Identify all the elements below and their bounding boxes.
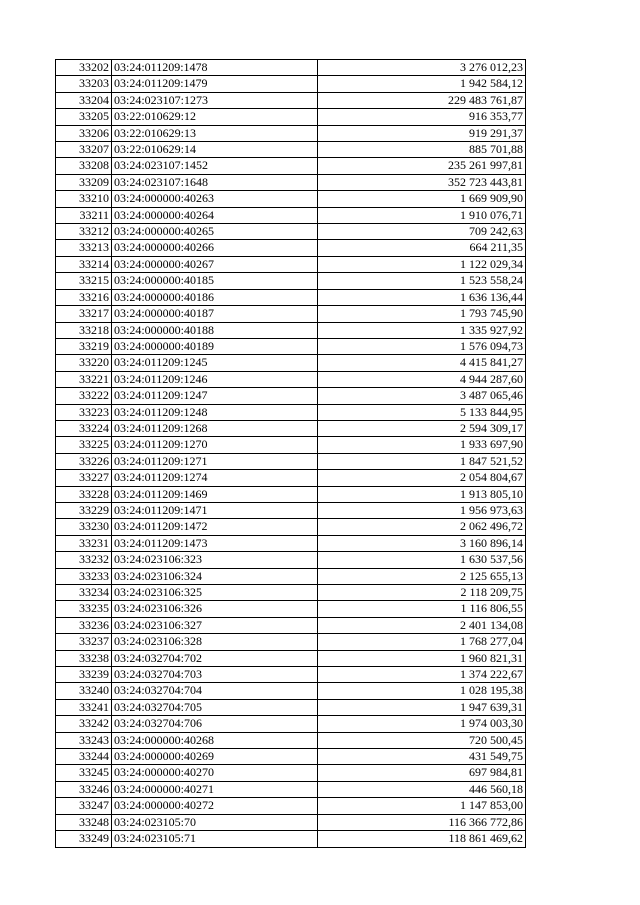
cadastral-number-cell: 03:24:000000:40269	[112, 749, 318, 765]
row-number-cell: 33224	[56, 420, 112, 436]
cadastral-value-cell: 1 374 222,67	[318, 667, 526, 683]
table-row	[56, 470, 526, 486]
cadastral-value-cell: 1 942 584,12	[318, 76, 526, 92]
cadastral-number-cell: 03:24:011209:1268	[112, 420, 318, 436]
cadastral-number-cell: 03:24:011209:1274	[112, 470, 318, 486]
table-row	[56, 699, 526, 715]
table-row	[56, 535, 526, 551]
row-number-cell: 33223	[56, 404, 112, 420]
row-number-cell: 33237	[56, 634, 112, 650]
row-number-cell: 33216	[56, 289, 112, 305]
cadastral-value-cell: 720 500,45	[318, 732, 526, 748]
cadastral-number-cell: 03:24:000000:40188	[112, 322, 318, 338]
cadastral-value-cell: 885 701,88	[318, 142, 526, 158]
cadastral-value-cell: 1 576 094,73	[318, 338, 526, 354]
row-number-cell: 33215	[56, 273, 112, 289]
row-number-cell: 33235	[56, 601, 112, 617]
row-number-cell: 33210	[56, 191, 112, 207]
row-number-cell: 33229	[56, 502, 112, 518]
row-number-cell: 33234	[56, 585, 112, 601]
cadastral-value-cell: 1 910 076,71	[318, 207, 526, 223]
cadastral-number-cell: 03:24:023105:70	[112, 814, 318, 830]
table-row	[56, 502, 526, 518]
table-row	[56, 207, 526, 223]
row-number-cell: 33240	[56, 683, 112, 699]
table-row	[56, 552, 526, 568]
table-row	[56, 142, 526, 158]
cadastral-number-cell: 03:24:011209:1247	[112, 388, 318, 404]
cadastral-value-cell: 1 956 973,63	[318, 502, 526, 518]
row-number-cell: 33214	[56, 256, 112, 272]
row-number-cell: 33219	[56, 338, 112, 354]
cadastral-value-cell: 2 401 134,08	[318, 617, 526, 633]
cadastral-number-cell: 03:24:011209:1479	[112, 76, 318, 92]
cadastral-number-cell: 03:24:011209:1245	[112, 355, 318, 371]
cadastral-number-cell: 03:24:000000:40263	[112, 191, 318, 207]
table-row	[56, 109, 526, 125]
row-number-cell: 33247	[56, 798, 112, 814]
cadastral-number-cell: 03:24:032704:706	[112, 716, 318, 732]
cadastral-number-cell: 03:24:011209:1473	[112, 535, 318, 551]
row-number-cell: 33208	[56, 158, 112, 174]
row-number-cell: 33206	[56, 125, 112, 141]
row-number-cell: 33207	[56, 142, 112, 158]
table-row	[56, 749, 526, 765]
row-number-cell: 33246	[56, 781, 112, 797]
cadastral-value-cell: 229 483 761,87	[318, 92, 526, 108]
cadastral-value-cell: 2 054 804,67	[318, 470, 526, 486]
cadastral-value-cell: 2 062 496,72	[318, 519, 526, 535]
cadastral-value-cell: 697 984,81	[318, 765, 526, 781]
cadastral-number-cell: 03:24:023107:1648	[112, 174, 318, 190]
cadastral-number-cell: 03:24:011209:1472	[112, 519, 318, 535]
table-row	[56, 716, 526, 732]
table-row	[56, 486, 526, 502]
cadastral-value-cell: 1 636 136,44	[318, 289, 526, 305]
table-row	[56, 601, 526, 617]
cadastral-value-cell: 2 594 309,17	[318, 420, 526, 436]
row-number-cell: 33245	[56, 765, 112, 781]
cadastral-value-cell: 5 133 844,95	[318, 404, 526, 420]
cadastral-number-cell: 03:24:011209:1478	[112, 60, 318, 76]
cadastral-number-cell: 03:24:000000:40187	[112, 306, 318, 322]
cadastral-number-cell: 03:24:000000:40264	[112, 207, 318, 223]
table-row	[56, 404, 526, 420]
table-row	[56, 92, 526, 108]
cadastral-value-cell: 916 353,77	[318, 109, 526, 125]
row-number-cell: 33220	[56, 355, 112, 371]
cadastral-value-cell: 1 147 853,00	[318, 798, 526, 814]
cadastral-value-cell: 1 947 639,31	[318, 699, 526, 715]
row-number-cell: 33209	[56, 174, 112, 190]
row-number-cell: 33236	[56, 617, 112, 633]
row-number-cell: 33222	[56, 388, 112, 404]
table-row	[56, 322, 526, 338]
cadastral-number-cell: 03:24:023106:324	[112, 568, 318, 584]
row-number-cell: 33242	[56, 716, 112, 732]
cadastral-number-cell: 03:24:032704:702	[112, 650, 318, 666]
row-number-cell: 33244	[56, 749, 112, 765]
cadastral-value-cell: 4 944 287,60	[318, 371, 526, 387]
table-row	[56, 125, 526, 141]
cadastral-value-cell: 1 122 029,34	[318, 256, 526, 272]
cadastral-number-cell: 03:24:000000:40186	[112, 289, 318, 305]
row-number-cell: 33204	[56, 92, 112, 108]
row-number-cell: 33217	[56, 306, 112, 322]
cadastral-number-cell: 03:24:000000:40271	[112, 781, 318, 797]
cadastral-number-cell: 03:24:000000:40265	[112, 224, 318, 240]
table-row	[56, 667, 526, 683]
cadastral-number-cell: 03:24:023107:1452	[112, 158, 318, 174]
row-number-cell: 33233	[56, 568, 112, 584]
cadastral-number-cell: 03:24:023106:326	[112, 601, 318, 617]
table-row	[56, 814, 526, 830]
row-number-cell: 33211	[56, 207, 112, 223]
row-number-cell: 33232	[56, 552, 112, 568]
row-number-cell: 33241	[56, 699, 112, 715]
cadastral-value-cell: 352 723 443,81	[318, 174, 526, 190]
cadastral-number-cell: 03:24:011209:1246	[112, 371, 318, 387]
cadastral-value-cell: 1 847 521,52	[318, 453, 526, 469]
row-number-cell: 33248	[56, 814, 112, 830]
table-row	[56, 338, 526, 354]
row-number-cell: 33212	[56, 224, 112, 240]
cadastral-value-cell: 3 487 065,46	[318, 388, 526, 404]
cadastral-number-cell: 03:24:011209:1270	[112, 437, 318, 453]
table-row	[56, 781, 526, 797]
table-row	[56, 60, 526, 76]
table-row	[56, 683, 526, 699]
table-row	[56, 420, 526, 436]
table-row	[56, 585, 526, 601]
cadastral-number-cell: 03:24:000000:40266	[112, 240, 318, 256]
row-number-cell: 33218	[56, 322, 112, 338]
row-number-cell: 33249	[56, 831, 112, 847]
cadastral-number-cell: 03:24:011209:1271	[112, 453, 318, 469]
cadastral-value-cell: 1 933 697,90	[318, 437, 526, 453]
row-number-cell: 33228	[56, 486, 112, 502]
table-row	[56, 798, 526, 814]
cadastral-number-cell: 03:24:032704:703	[112, 667, 318, 683]
cadastral-value-cell: 1 335 927,92	[318, 322, 526, 338]
cadastral-number-cell: 03:24:023106:327	[112, 617, 318, 633]
cadastral-number-cell: 03:24:023106:328	[112, 634, 318, 650]
cadastral-number-cell: 03:24:000000:40270	[112, 765, 318, 781]
cadastral-value-cell: 118 861 469,62	[318, 831, 526, 847]
cadastral-value-cell: 1 768 277,04	[318, 634, 526, 650]
row-number-cell: 33205	[56, 109, 112, 125]
row-number-cell: 33231	[56, 535, 112, 551]
row-number-cell: 33221	[56, 371, 112, 387]
cadastral-value-cell: 1 793 745,90	[318, 306, 526, 322]
table-row	[56, 306, 526, 322]
cadastral-number-cell: 03:24:023107:1273	[112, 92, 318, 108]
row-number-cell: 33203	[56, 76, 112, 92]
table-row	[56, 568, 526, 584]
cadastral-number-cell: 03:24:023106:323	[112, 552, 318, 568]
cadastral-value-cell: 116 366 772,86	[318, 814, 526, 830]
cadastral-value-cell: 1 913 805,10	[318, 486, 526, 502]
table-row	[56, 453, 526, 469]
cadastral-value-cell: 1 960 821,31	[318, 650, 526, 666]
cadastral-value-cell: 1 116 806,55	[318, 601, 526, 617]
cadastral-value-cell: 2 118 209,75	[318, 585, 526, 601]
table-row	[56, 519, 526, 535]
table-row	[56, 174, 526, 190]
row-number-cell: 33202	[56, 60, 112, 76]
table-row	[56, 240, 526, 256]
cadastral-value-cell: 446 560,18	[318, 781, 526, 797]
cadastral-value-cell: 1 630 537,56	[318, 552, 526, 568]
cadastral-number-cell: 03:24:000000:40272	[112, 798, 318, 814]
cadastral-value-cell: 3 276 012,23	[318, 60, 526, 76]
cadastral-number-cell: 03:22:010629:13	[112, 125, 318, 141]
table-row	[56, 256, 526, 272]
cadastral-value-cell: 709 242,63	[318, 224, 526, 240]
table-row	[56, 650, 526, 666]
cadastral-number-cell: 03:24:032704:704	[112, 683, 318, 699]
row-number-cell: 33238	[56, 650, 112, 666]
table-body	[56, 60, 526, 848]
table-row	[56, 76, 526, 92]
cadastral-value-cell: 1 028 195,38	[318, 683, 526, 699]
cadastral-number-cell: 03:24:011209:1471	[112, 502, 318, 518]
cadastral-number-cell: 03:24:000000:40267	[112, 256, 318, 272]
table-row	[56, 437, 526, 453]
cadastral-number-cell: 03:24:023106:325	[112, 585, 318, 601]
cadastral-value-cell: 664 211,35	[318, 240, 526, 256]
cadastral-value-table	[55, 59, 526, 848]
cadastral-number-cell: 03:24:000000:40189	[112, 338, 318, 354]
cadastral-value-cell: 1 974 003,30	[318, 716, 526, 732]
cadastral-value-cell: 4 415 841,27	[318, 355, 526, 371]
cadastral-value-cell: 919 291,37	[318, 125, 526, 141]
row-number-cell: 33226	[56, 453, 112, 469]
cadastral-number-cell: 03:24:000000:40185	[112, 273, 318, 289]
cadastral-value-cell: 1 523 558,24	[318, 273, 526, 289]
table-row	[56, 289, 526, 305]
cadastral-number-cell: 03:22:010629:12	[112, 109, 318, 125]
table-row	[56, 388, 526, 404]
cadastral-number-cell: 03:24:000000:40268	[112, 732, 318, 748]
cadastral-value-cell: 2 125 655,13	[318, 568, 526, 584]
row-number-cell: 33213	[56, 240, 112, 256]
cadastral-number-cell: 03:24:032704:705	[112, 699, 318, 715]
cadastral-number-cell: 03:24:011209:1248	[112, 404, 318, 420]
table-row	[56, 732, 526, 748]
table-row	[56, 765, 526, 781]
table-row	[56, 191, 526, 207]
row-number-cell: 33230	[56, 519, 112, 535]
table-row	[56, 634, 526, 650]
cadastral-value-cell: 431 549,75	[318, 749, 526, 765]
cadastral-number-cell: 03:24:011209:1469	[112, 486, 318, 502]
cadastral-number-cell: 03:22:010629:14	[112, 142, 318, 158]
cadastral-value-cell: 1 669 909,90	[318, 191, 526, 207]
table-row	[56, 831, 526, 847]
cadastral-number-cell: 03:24:023105:71	[112, 831, 318, 847]
cadastral-value-cell: 3 160 896,14	[318, 535, 526, 551]
table-row	[56, 158, 526, 174]
cadastral-value-cell: 235 261 997,81	[318, 158, 526, 174]
row-number-cell: 33239	[56, 667, 112, 683]
row-number-cell: 33225	[56, 437, 112, 453]
table-row	[56, 355, 526, 371]
row-number-cell: 33243	[56, 732, 112, 748]
table-row	[56, 371, 526, 387]
table-row	[56, 224, 526, 240]
table-row	[56, 273, 526, 289]
row-number-cell: 33227	[56, 470, 112, 486]
table-row	[56, 617, 526, 633]
